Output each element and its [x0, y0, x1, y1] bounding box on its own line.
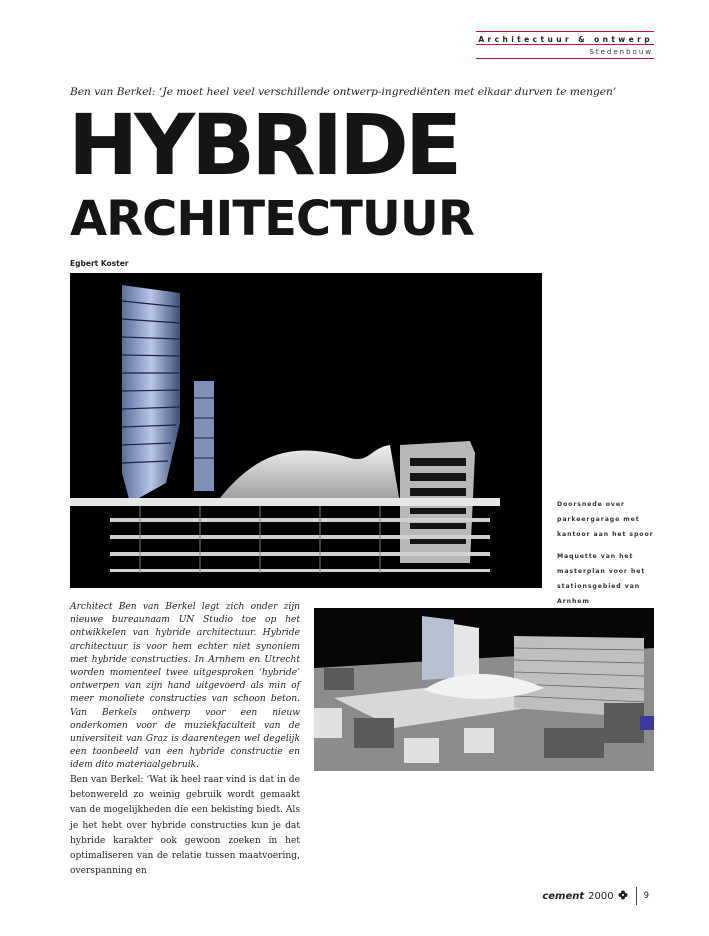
building-section-photo	[70, 273, 542, 588]
pull-quote: Ben van Berkel: ‘Je moet heel veel verschillende ontwerp-ingrediënten met elkaar durven te mengen’	[70, 86, 617, 98]
magazine-year: 2000	[588, 890, 614, 902]
article-title-line2: ARCHITECTUUR	[70, 191, 474, 247]
header-rule-middle	[476, 44, 654, 45]
header-rule-top	[476, 31, 654, 32]
header-rule-bottom	[476, 58, 654, 59]
footer-divider	[636, 887, 637, 905]
subsection-label: Stedenbouw	[589, 48, 653, 56]
masterplan-model-photo	[314, 608, 654, 771]
article-body: Ben van Berkel: ‘Wat ik heel raar vind is dat in de betonwereld zo weinig gebruik wordt gemaakt van de mogelijkheden die een bekisting biedt. Als je het hebt over hybride constructies kun je dat hybride karakter ook gewoon zoeken in het optimaliseren van de relatie tussen maatvoering, overspanning en	[70, 775, 300, 877]
section-label: Architectuur & ontwerp	[478, 35, 653, 44]
photo-caption-masterplan: Maquette van het masterplan voor het stationsgebied van Arnhem	[557, 553, 646, 605]
author-byline: Egbert Koster	[70, 259, 129, 268]
page-number: 9	[643, 891, 649, 901]
article-intro: Architect Ben van Berkel legt zich onder zijn nieuwe bureaunaam UN Studio toe op het ontwikkelen van hybride architectuur. Hybride architectuur is voor hem echter niet synoniem met hybride constructies. In Arnhem en Utrecht worden momenteel twee uitgesproken ‘hybride’ ontwerpen van zijn hand uitgevoerd als min of meer monoliete constructies van schoon beton. Van Berkels ontwerp voor een nieuw onderkomen voor de muziekfaculteit van de universiteit van Graz is daarentegen wel degelijk een toonbeeld van een hybride constructie en idem dito materiaalgebruik.	[70, 602, 300, 771]
magazine-name: cement	[542, 890, 585, 902]
photo-caption-section: Doorsnede over parkeergarage met kantoor aan het spoor	[557, 501, 654, 538]
article-title-line1: HYBRIDE	[68, 96, 459, 194]
flower-icon	[618, 890, 628, 903]
page-footer	[542, 887, 649, 905]
